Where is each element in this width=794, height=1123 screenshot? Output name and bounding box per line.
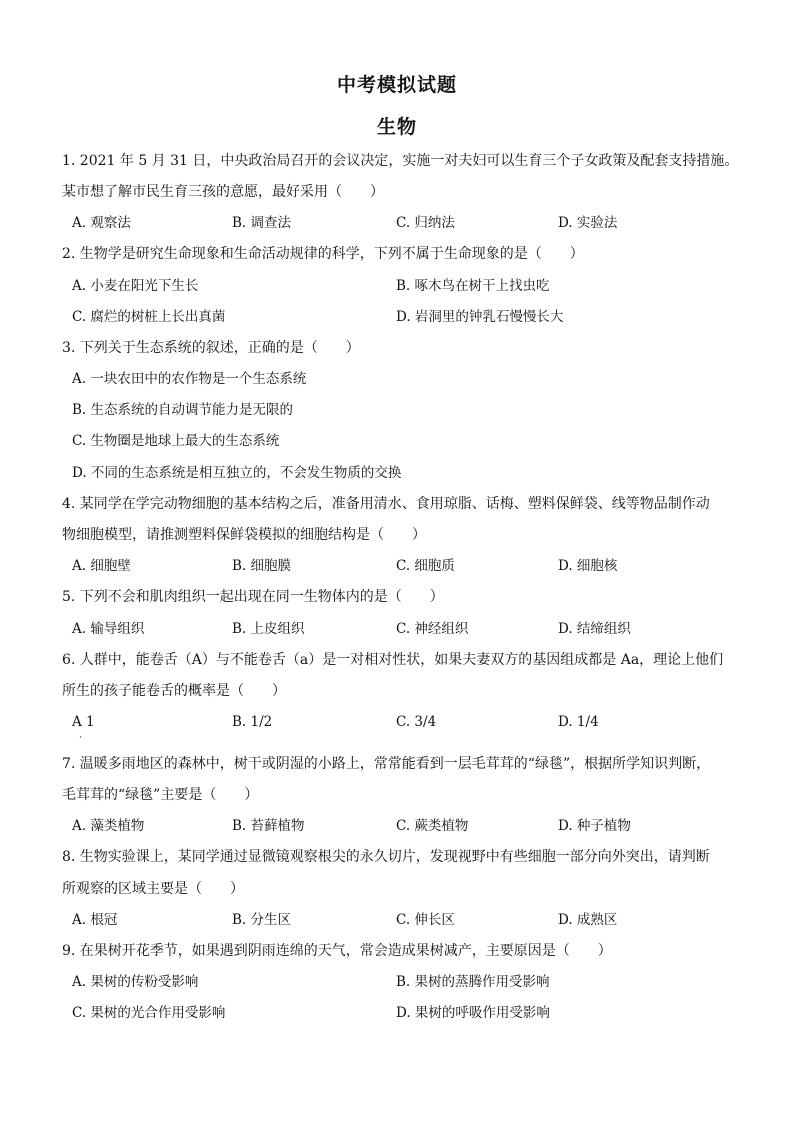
q4-option-d: D. 细胞核 [558, 558, 618, 574]
q7-option-b: B. 苔藓植物 [232, 818, 305, 834]
q8-option-c: C. 伸长区 [396, 912, 455, 928]
q4-option-a: A. 细胞壁 [72, 558, 131, 574]
q9-option-c: C. 果树的光合作用受影响 [72, 1005, 226, 1021]
question-8-line-2: 所观察的区域主要是（ ） [62, 881, 244, 897]
q7-option-a: A. 藻类植物 [72, 818, 145, 834]
question-8-line-1: 8. 生物实验课上，某同学通过显微镜观察根尖的永久切片，发现视野中有些细胞一部分向外突出，请判断 [62, 849, 710, 865]
q5-option-a: A. 输导组织 [72, 621, 145, 637]
q7-option-c: C. 蕨类植物 [396, 818, 469, 834]
q4-option-b: B. 细胞膜 [232, 558, 292, 574]
question-4-line-1: 4. 某同学在学完动物细胞的基本结构之后，准备用清水、食用琼脂、话梅、塑料保鲜袋、线等物品制作动 [62, 496, 710, 512]
question-6-line-2: 所生的孩子能卷舌的概率是（ ） [62, 683, 286, 699]
exam-title: 中考模拟试题 [336, 74, 457, 96]
q3-option-b: B. 生态系统的自动调节能力是无限的 [72, 402, 294, 418]
question-9-line-1: 9. 在果树开花季节，如果遇到阴雨连绵的天气，常会造成果树减产，主要原因是（ ） [62, 943, 612, 959]
question-3-line-1: 3. 下列关于生态系统的叙述，正确的是（ ） [62, 340, 360, 356]
q8-option-d: D. 成熟区 [558, 912, 618, 928]
q1-option-c: C. 归纳法 [396, 215, 455, 231]
q2-option-d: D. 岩洞里的钟乳石慢慢长大 [396, 309, 564, 325]
q3-option-d: D. 不同的生态系统是相互独立的，不会发生物质的交换 [72, 465, 402, 481]
question-7-line-2: 毛茸茸的“绿毯”主要是（ ） [62, 787, 259, 803]
question-5-line-1: 5. 下列不会和肌肉组织一起出现在同一生物体内的是（ ） [62, 589, 444, 605]
question-1-line-2: 某市想了解市民生育三孩的意愿，最好采用（ ） [62, 184, 384, 200]
q1-option-a: A. 观察法 [72, 215, 131, 231]
stray-dot: · [79, 733, 82, 743]
q9-option-d: D. 果树的呼吸作用受影响 [396, 1005, 550, 1021]
q2-option-b: B. 啄木鸟在树干上找虫吃 [396, 278, 550, 294]
q9-option-b: B. 果树的蒸腾作用受影响 [396, 974, 550, 990]
question-7-line-1: 7. 温暖多雨地区的森林中，树干或阴湿的小路上，常常能看到一层毛茸茸的“绿毯”，根据所学知识判断， [62, 756, 711, 772]
question-6-line-1: 6. 人群中，能卷舌（A）与不能卷舌（a）是一对相对性状，如果夫妻双方的基因组成都是 Aa，理论上他们 [62, 652, 724, 668]
subject-title: 生物 [376, 116, 417, 138]
q3-option-c: C. 生物圈是地球上最大的生态系统 [72, 433, 280, 449]
q6-option-b: B. 1/2 [232, 714, 273, 730]
q7-option-d: D. 种子植物 [558, 818, 631, 834]
q1-option-d: D. 实验法 [558, 215, 618, 231]
q3-option-a: A. 一块农田中的农作物是一个生态系统 [72, 371, 307, 387]
q6-option-c: C. 3/4 [396, 714, 437, 730]
q8-option-a: A. 根冠 [72, 912, 118, 928]
q6-option-a: A 1 [72, 714, 95, 730]
q9-option-a: A. 果树的传粉受影响 [72, 974, 199, 990]
q5-option-b: B. 上皮组织 [232, 621, 305, 637]
q1-option-b: B. 调查法 [232, 215, 292, 231]
q5-option-c: C. 神经组织 [396, 621, 469, 637]
q2-option-a: A. 小麦在阳光下生长 [72, 278, 199, 294]
q6-option-d: D. 1/4 [558, 714, 599, 730]
question-2-line-1: 2. 生物学是研究生命现象和生命活动规律的科学，下列不属于生命现象的是（ ） [62, 246, 584, 262]
q2-option-c: C. 腐烂的树桩上长出真菌 [72, 309, 226, 325]
q5-option-d: D. 结缔组织 [558, 621, 631, 637]
question-4-line-2: 物细胞模型，请推测塑料保鲜袋模拟的细胞结构是（ ） [62, 527, 426, 543]
q8-option-b: B. 分生区 [232, 912, 292, 928]
question-1-line-1: 1. 2021 年 5 月 31 日，中央政治局召开的会议决定，实施一对夫妇可以生育三个子女政策及配套支持措施。 [62, 153, 739, 169]
q4-option-c: C. 细胞质 [396, 558, 455, 574]
